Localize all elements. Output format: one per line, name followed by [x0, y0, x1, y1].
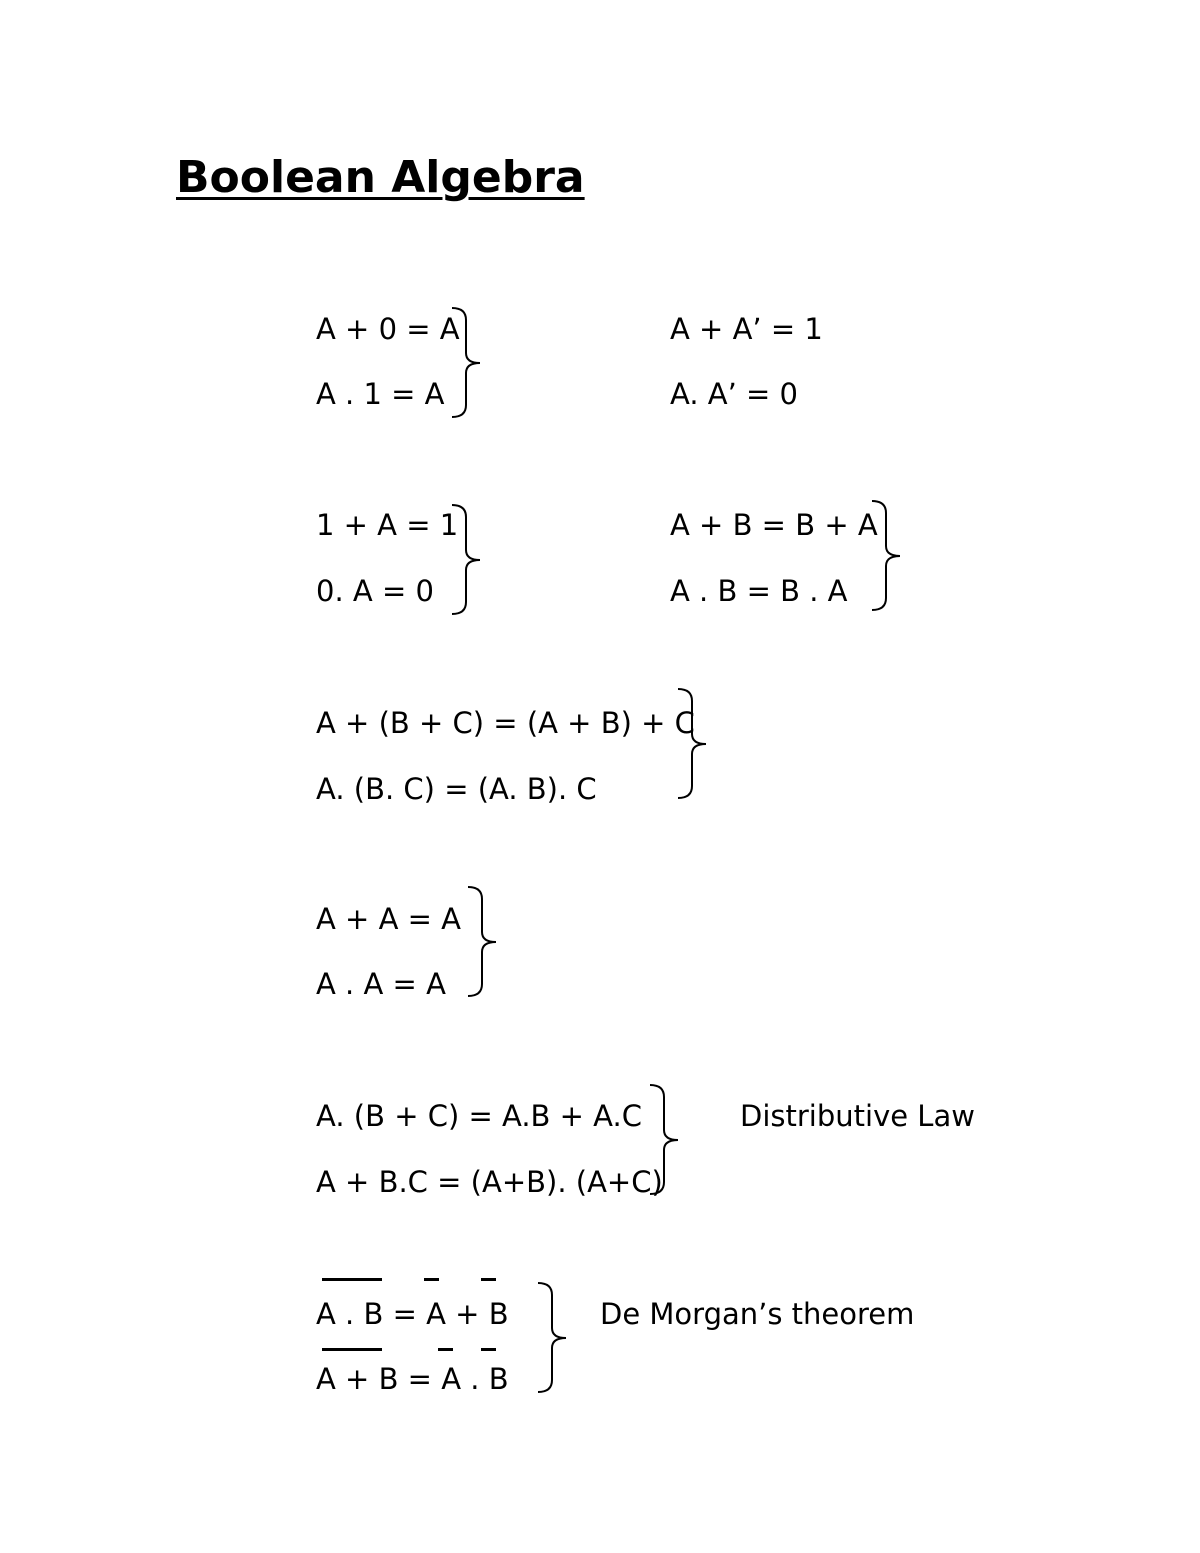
overline-b: [481, 1348, 496, 1351]
overline-a: [424, 1278, 439, 1281]
distributive-law-label: Distributive Law: [740, 1099, 975, 1133]
associative-law-or: A + (B + C) = (A + B) + C: [316, 706, 695, 740]
idempotent-law-and: A . A = A: [316, 967, 446, 1001]
complement-law-and: A. A’ = 0: [670, 377, 799, 411]
identity-law-or: A + 0 = A: [316, 312, 460, 346]
de-morgan-law-2: A + B = A . B: [316, 1362, 509, 1396]
identity-brace: [448, 305, 488, 425]
null-law-brace: [448, 502, 488, 622]
distributive-law-1: A. (B + C) = A.B + A.C: [316, 1099, 642, 1133]
overline-a-dot-b: [322, 1278, 382, 1281]
commutative-law-or: A + B = B + A: [670, 508, 878, 542]
de-morgan-brace: [534, 1280, 574, 1400]
idempotent-law-or: A + A = A: [316, 902, 461, 936]
overline-a-plus-b: [322, 1348, 382, 1351]
complement-law-or: A + A’ = 1: [670, 312, 823, 346]
distributive-law-2: A + B.C = (A+B). (A+C): [316, 1165, 663, 1199]
associative-law-and: A. (B. C) = (A. B). C: [316, 772, 597, 806]
overline-b: [481, 1278, 496, 1281]
null-law-or: 1 + A = 1: [316, 508, 459, 542]
idempotent-brace: [464, 884, 504, 1004]
overline-a: [438, 1348, 453, 1351]
identity-law-and: A . 1 = A: [316, 377, 445, 411]
commutative-law-and: A . B = B . A: [670, 574, 848, 608]
commutative-brace: [868, 498, 908, 618]
distributive-brace: [646, 1082, 686, 1202]
associative-brace: [674, 686, 714, 806]
de-morgan-label: De Morgan’s theorem: [600, 1297, 915, 1331]
null-law-and: 0. A = 0: [316, 574, 434, 608]
page-title: Boolean Algebra: [176, 152, 585, 203]
de-morgan-law-1: A . B = A + B: [316, 1297, 509, 1331]
